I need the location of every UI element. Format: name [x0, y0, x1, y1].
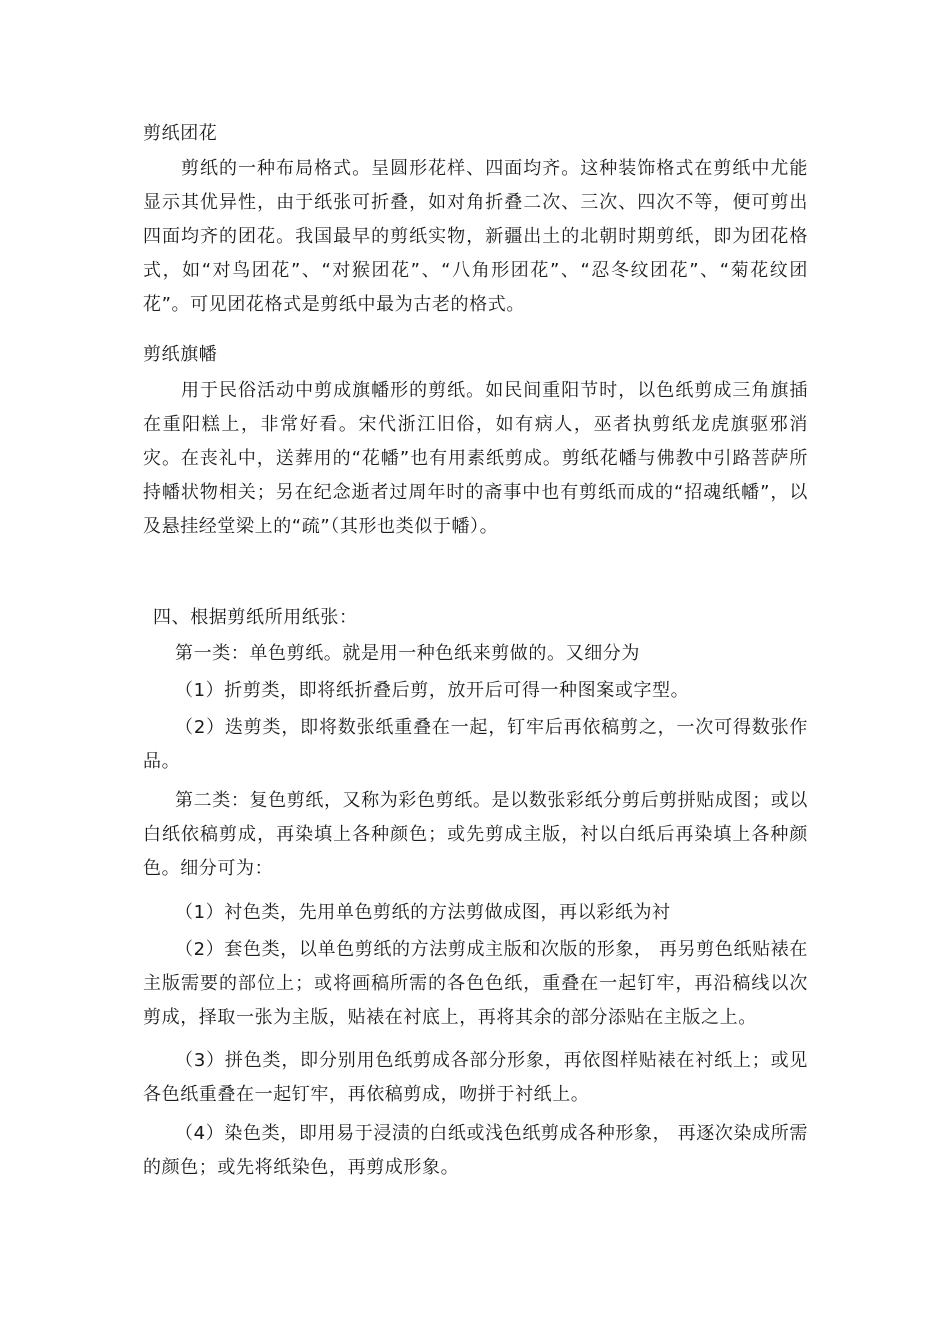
section-heading-tuanhua: 剪纸团花 [143, 123, 218, 144]
class2-item-4: （4）染色类，即用易于浸渍的白纸或浅色纸剪成各种形象， 再逐次染成所需的颜色；或先将纸染色，再剪成形象。 [143, 1123, 808, 1178]
section-paragraph-tuanhua: 剪纸的一种布局格式。呈圆形花样、四面均齐。这种装饰格式在剪纸中尤能显示其优异性，由于纸张可折叠，如对角折叠二次、三次、四次不等，便可剪出四面均齐的团花。我国最早的剪纸实物，新疆出土的北朝时期剪纸，即为团花格式，如“对鸟团花”、“对猴团花”、“八角形团花”、“忍冬纹团花”、“菊花纹团花”。可见团花格式是剪纸中最为古老的格式。 [143, 158, 808, 315]
class1-intro: 第一类：单色剪纸。就是用一种色纸来剪做的。又细分为 [175, 643, 640, 664]
section-heading-qifan: 剪纸旗幡 [143, 344, 218, 365]
class1-item-1: （1）折剪类，即将纸折叠后剪，放开后可得一种图案或字型。 [175, 680, 690, 701]
class2-item-3: （3）拼色类，即分别用色纸剪成各部分形象，再依图样贴裱在衬纸上；或见各色纸重叠在一起钉牢，再依稿剪成，吻拼于衬纸上。 [143, 1050, 808, 1105]
class2-intro: 第二类：复色剪纸，又称为彩色剪纸。是以数张彩纸分剪后剪拼贴成图；或以白纸依稿剪成，再染填上各种颜色；或先剪成主版，衬以白纸后再染填上各种颜色。细分可为： [143, 790, 808, 879]
class2-item-2: （2）套色类，以单色剪纸的方法剪成主版和次版的形象， 再另剪色纸贴裱在主版需要的部位上；或将画稿所需的各色色纸，重叠在一起钉牢，再沿稿线以次剪成，择取一张为主版，贴裱在衬底上，再将其余的部分添贴在主版之上。 [143, 939, 808, 1028]
class1-item-2: （2）迭剪类，即将数张纸重叠在一起，钉牢后再依稿剪之，一次可得数张作品。 [143, 717, 808, 772]
part4-title: 四、根据剪纸所用纸张： [153, 607, 358, 628]
class2-item-1: （1）衬色类，先用单色剪纸的方法剪做成图，再以彩纸为衬 [175, 902, 671, 923]
section-paragraph-qifan: 用于民俗活动中剪成旗幡形的剪纸。如民间重阳节时，以色纸剪成三角旗插在重阳糕上，非常好看。宋代浙江旧俗，如有病人，巫者执剪纸龙虎旗驱邪消灾。在丧礼中，送葬用的“花幡”也有用素纸剪成。剪纸花幡与佛教中引路菩萨所持幡状物相关；另在纪念逝者过周年时的斋事中也有剪纸而成的“招魂纸幡”，以及悬挂经堂梁上的“疏”（其形也类似于幡）。 [143, 380, 808, 537]
